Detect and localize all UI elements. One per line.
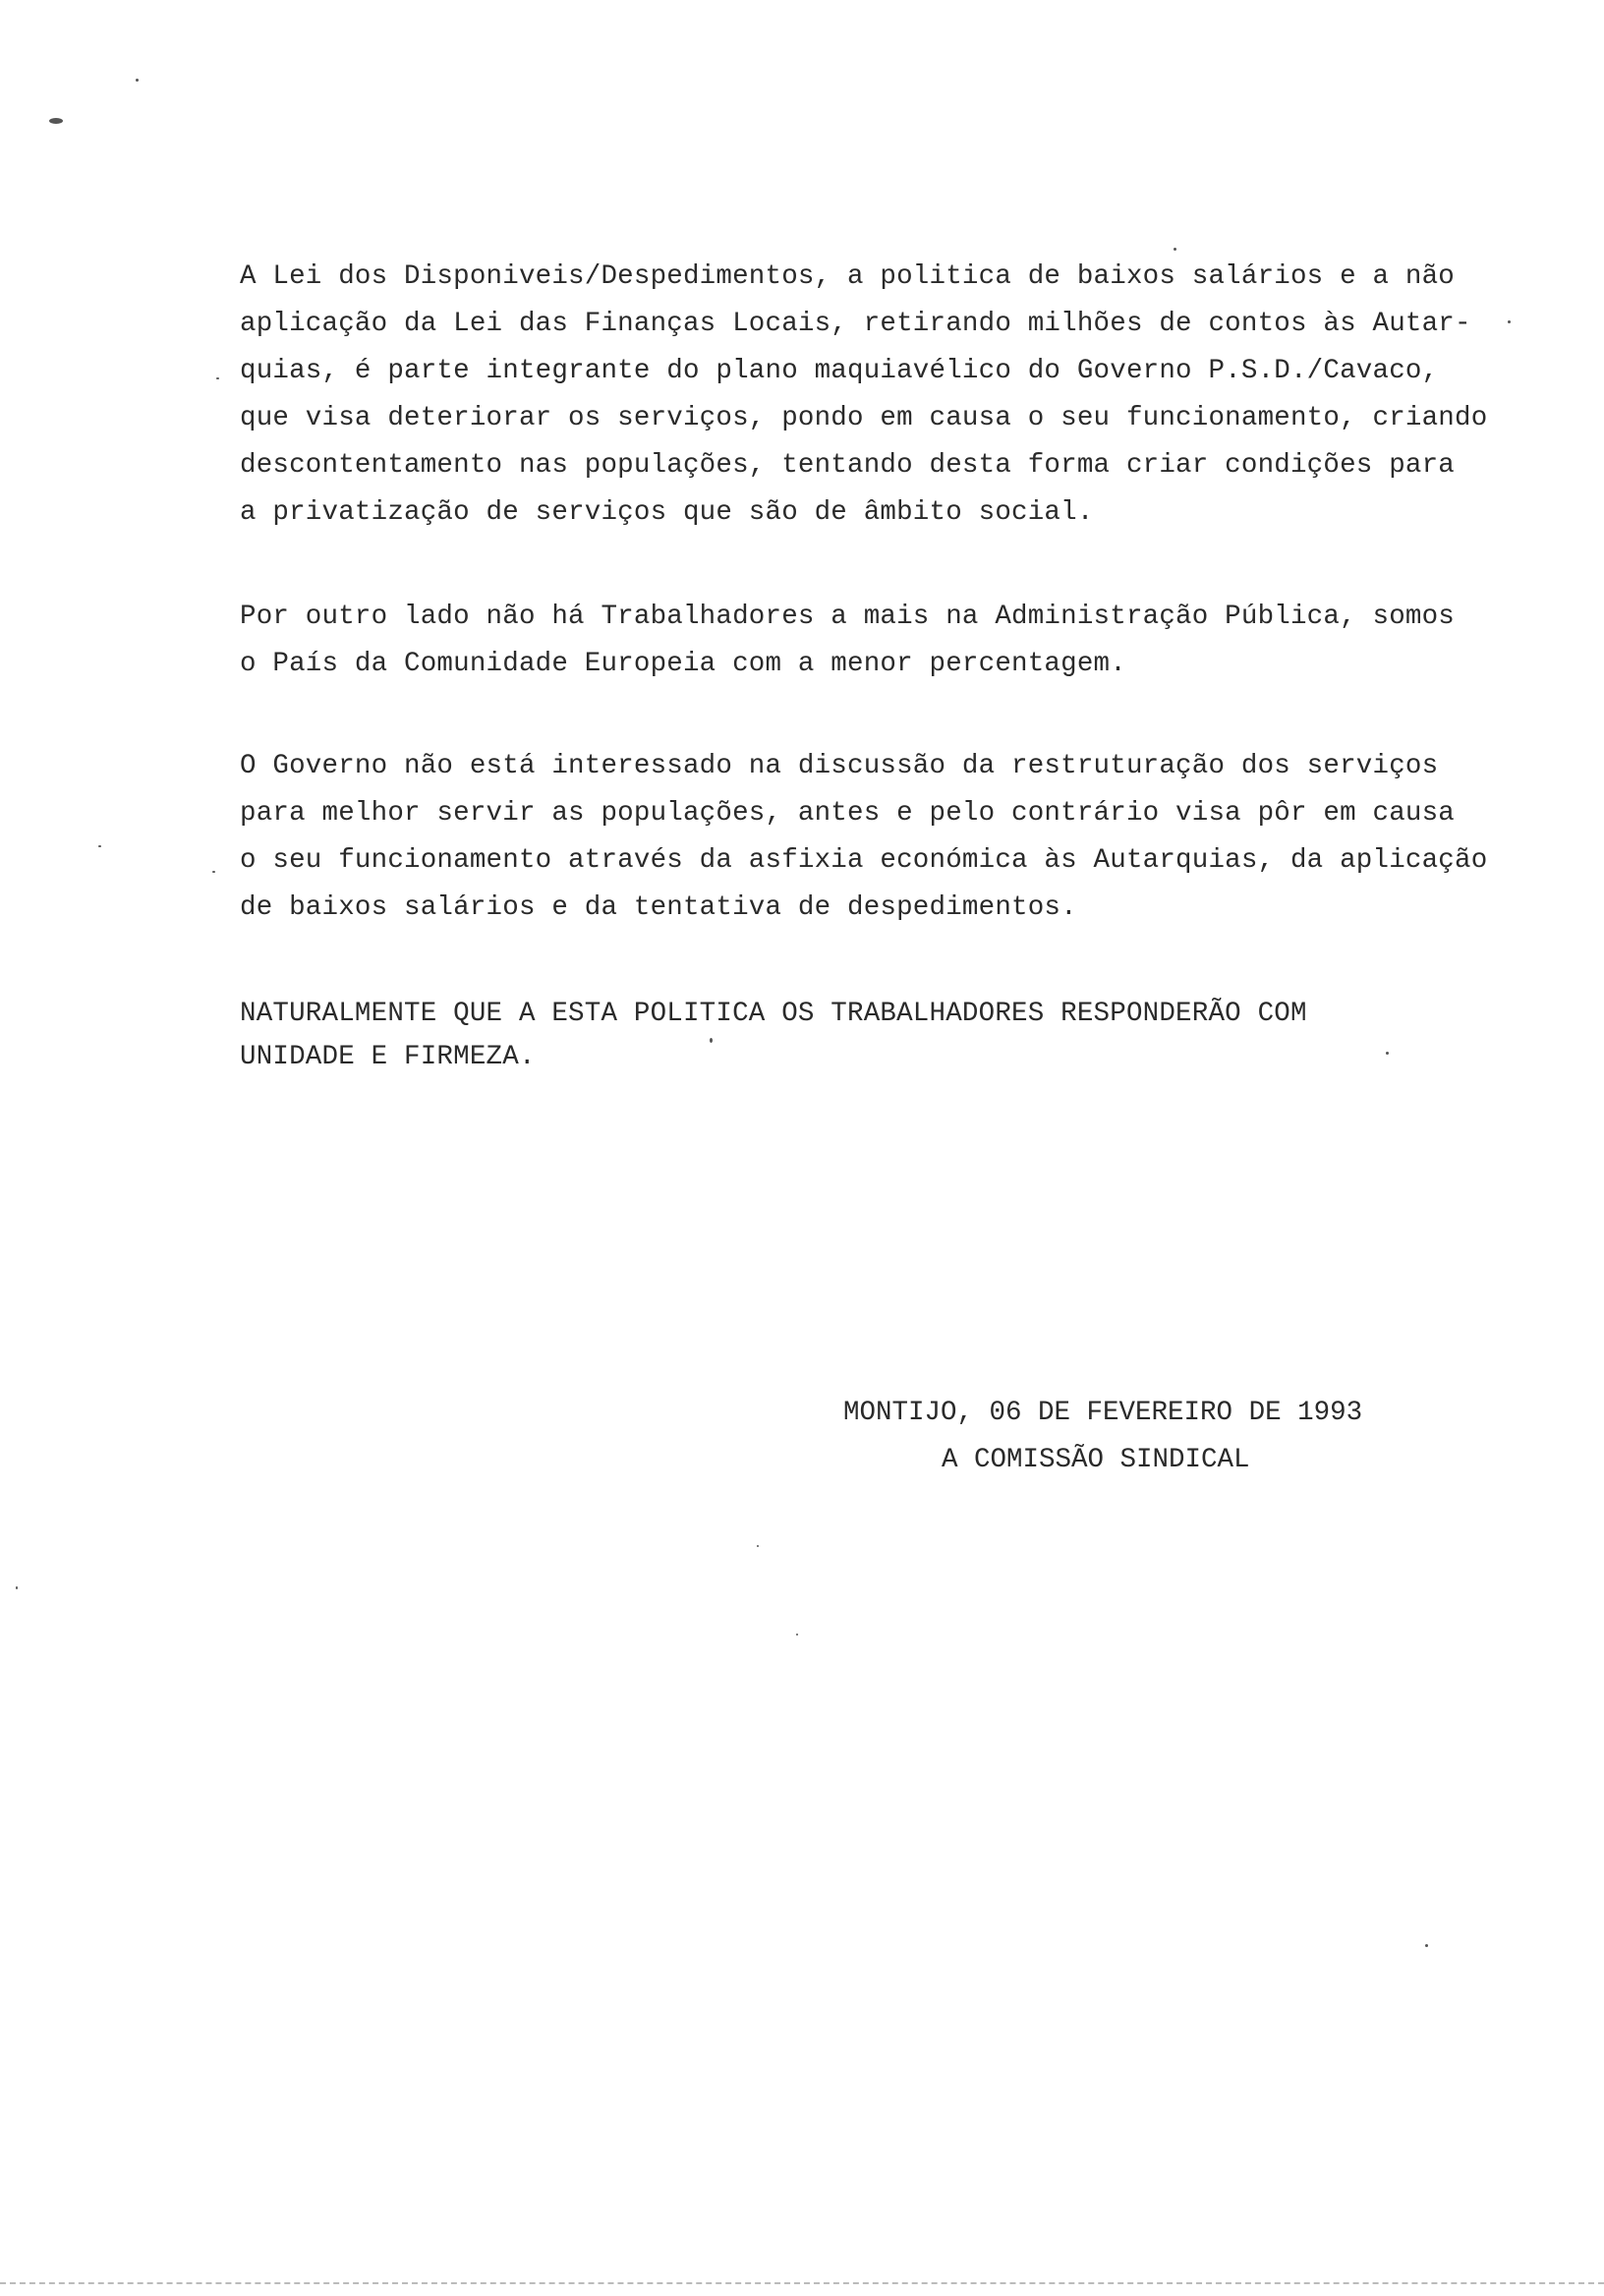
- scan-speck: [1174, 248, 1176, 251]
- paragraph-3-line-1: O Governo não está interessado na discussão da restruturação dos serviços: [240, 751, 1439, 781]
- paragraph-3-line-4: de baixos salários e da tentativa de despedimentos.: [240, 892, 1077, 923]
- scan-speck: [796, 1634, 798, 1636]
- scan-speck: [16, 1586, 18, 1589]
- scan-speck: [1425, 1944, 1428, 1947]
- paragraph-1-line-6: a privatização de serviços que são de âmbito social.: [240, 497, 1094, 528]
- scan-speck: [757, 1545, 759, 1547]
- scan-speck: [98, 845, 101, 847]
- paragraph-4-line-1: NATURALMENTE QUE A ESTA POLITICA OS TRABALHADORES RESPONDERÃO COM: [240, 999, 1307, 1029]
- signature-place-date: MONTIJO, 06 DE FEVEREIRO DE 1993: [843, 1398, 1363, 1428]
- paragraph-2-line-1: Por outro lado não há Trabalhadores a mais na Administração Pública, somos: [240, 602, 1455, 632]
- paragraph-3-line-3: o seu funcionamento através da asfixia económica às Autarquias, da aplicação: [240, 845, 1488, 876]
- scan-speck: [216, 377, 219, 379]
- signature-signatory: A COMISSÃO SINDICAL: [942, 1445, 1250, 1475]
- paragraph-3-line-2: para melhor servir as populações, antes e pelo contrário visa pôr em causa: [240, 798, 1455, 829]
- scan-speck: [1386, 1052, 1389, 1055]
- page-bottom-edge: [0, 2282, 1604, 2284]
- paragraph-1-line-5: descontentamento nas populações, tentando desta forma criar condições para: [240, 450, 1455, 481]
- scan-speck: [49, 118, 63, 124]
- scan-speck: [212, 871, 215, 873]
- paragraph-1-line-2: aplicação da Lei das Finanças Locais, retirando milhões de contos às Autar-: [240, 309, 1471, 339]
- paragraph-2-line-2: o País da Comunidade Europeia com a menor percentagem.: [240, 649, 1126, 679]
- paragraph-1-line-3: quias, é parte integrante do plano maquiavélico do Governo P.S.D./Cavaco,: [240, 356, 1439, 386]
- paragraph-4-line-2: UNIDADE E FIRMEZA.: [240, 1042, 536, 1072]
- paragraph-1-line-1: A Lei dos Disponiveis/Despedimentos, a politica de baixos salários e a não: [240, 261, 1455, 292]
- scan-speck: [710, 1038, 713, 1043]
- scan-speck: [136, 79, 139, 82]
- scan-speck: [1508, 320, 1511, 323]
- paragraph-1-line-4: que visa deteriorar os serviços, pondo em causa o seu funcionamento, criando: [240, 403, 1488, 433]
